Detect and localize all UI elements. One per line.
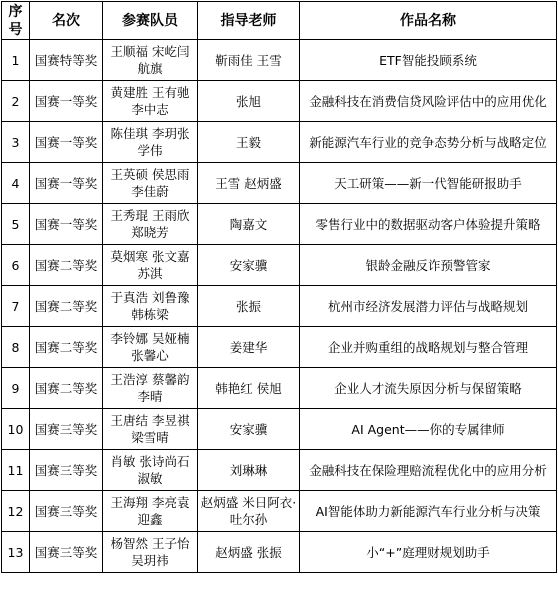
table-header xyxy=(2,2,557,40)
header-title: 作品名称 xyxy=(300,2,557,40)
cell-advisor: 张旭 xyxy=(198,81,300,122)
cell-title: AI Agent——你的专属律师 xyxy=(300,409,557,450)
cell-title: 零售行业中的数据驱动客户体验提升策略 xyxy=(300,204,557,245)
cell-team: 肖敏 张诗尚石淑敏 xyxy=(103,450,198,491)
table-row xyxy=(2,286,557,327)
table-row xyxy=(2,450,557,491)
cell-team: 王海翔 李亮袁迎鑫 xyxy=(103,491,198,532)
cell-award: 国赛二等奖 xyxy=(30,327,103,368)
cell-no: 9 xyxy=(2,368,30,409)
cell-title: 新能源汽车行业的竞争态势分析与战略定位 xyxy=(300,122,557,163)
table-row xyxy=(2,245,557,286)
cell-award: 国赛二等奖 xyxy=(30,245,103,286)
cell-advisor: 刘琳琳 xyxy=(198,450,300,491)
cell-title: 金融科技在消费信贷风险评估中的应用优化 xyxy=(300,81,557,122)
cell-title: 杭州市经济发展潜力评估与战略规划 xyxy=(300,286,557,327)
header-advisor: 指导老师 xyxy=(198,2,300,40)
cell-team: 莫烟寒 张文嘉 苏淇 xyxy=(103,245,198,286)
cell-no: 7 xyxy=(2,286,30,327)
cell-no: 4 xyxy=(2,163,30,204)
awards-table xyxy=(1,1,557,573)
cell-advisor: 安家骥 xyxy=(198,245,300,286)
cell-award: 国赛三等奖 xyxy=(30,409,103,450)
cell-advisor: 赵炳盛 米日阿衣·吐尔孙 xyxy=(198,491,300,532)
cell-title: 企业人才流失原因分析与保留策略 xyxy=(300,368,557,409)
cell-award: 国赛二等奖 xyxy=(30,368,103,409)
table-row xyxy=(2,327,557,368)
cell-no: 8 xyxy=(2,327,30,368)
header-award: 名次 xyxy=(30,2,103,40)
cell-award: 国赛一等奖 xyxy=(30,122,103,163)
cell-title: 企业并购重组的战略规划与整合管理 xyxy=(300,327,557,368)
cell-title: AI智能体助力新能源汽车行业分析与决策 xyxy=(300,491,557,532)
cell-advisor: 陶嘉文 xyxy=(198,204,300,245)
table-row xyxy=(2,368,557,409)
cell-advisor: 王毅 xyxy=(198,122,300,163)
cell-award: 国赛特等奖 xyxy=(30,40,103,81)
cell-no: 2 xyxy=(2,81,30,122)
cell-award: 国赛一等奖 xyxy=(30,163,103,204)
cell-team: 于真浩 刘鲁豫 韩栋梁 xyxy=(103,286,198,327)
cell-team: 王浩淳 蔡馨韵 李晴 xyxy=(103,368,198,409)
cell-advisor: 张振 xyxy=(198,286,300,327)
table-row xyxy=(2,40,557,81)
table-row xyxy=(2,122,557,163)
header-row xyxy=(2,2,557,40)
cell-award: 国赛二等奖 xyxy=(30,286,103,327)
header-no: 序号 xyxy=(2,2,30,40)
cell-no: 5 xyxy=(2,204,30,245)
cell-team: 陈佳琪 李玥张学伟 xyxy=(103,122,198,163)
table-row xyxy=(2,81,557,122)
cell-team: 黄建胜 王有驰 李中志 xyxy=(103,81,198,122)
cell-title: 小“+”庭理财规划助手 xyxy=(300,532,557,573)
cell-advisor: 韩艳红 侯旭 xyxy=(198,368,300,409)
cell-no: 13 xyxy=(2,532,30,573)
table-row xyxy=(2,204,557,245)
cell-team: 杨智然 王子怡 吴玥祎 xyxy=(103,532,198,573)
cell-no: 6 xyxy=(2,245,30,286)
cell-advisor: 赵炳盛 张振 xyxy=(198,532,300,573)
cell-no: 1 xyxy=(2,40,30,81)
cell-award: 国赛一等奖 xyxy=(30,81,103,122)
cell-team: 王秀琨 王雨欣 郑晓芳 xyxy=(103,204,198,245)
cell-team: 李铃娜 吴娅楠 张馨心 xyxy=(103,327,198,368)
cell-title: ETF智能投顾系统 xyxy=(300,40,557,81)
cell-advisor: 姜建华 xyxy=(198,327,300,368)
table-body xyxy=(2,40,557,573)
table-row xyxy=(2,163,557,204)
cell-award: 国赛三等奖 xyxy=(30,450,103,491)
cell-award: 国赛三等奖 xyxy=(30,491,103,532)
cell-advisor: 王雪 赵炳盛 xyxy=(198,163,300,204)
cell-advisor: 靳雨佳 王雪 xyxy=(198,40,300,81)
cell-no: 11 xyxy=(2,450,30,491)
cell-no: 10 xyxy=(2,409,30,450)
cell-team: 王英硕 侯思雨 李佳蔚 xyxy=(103,163,198,204)
cell-team: 王唐结 李昱祺 梁雪晴 xyxy=(103,409,198,450)
header-team: 参赛队员 xyxy=(103,2,198,40)
cell-title: 金融科技在保险理赔流程优化中的应用分析 xyxy=(300,450,557,491)
table-row xyxy=(2,491,557,532)
table-row xyxy=(2,532,557,573)
cell-award: 国赛一等奖 xyxy=(30,204,103,245)
cell-no: 12 xyxy=(2,491,30,532)
cell-title: 银龄金融反诈预警管家 xyxy=(300,245,557,286)
table-row xyxy=(2,409,557,450)
cell-no: 3 xyxy=(2,122,30,163)
cell-team: 王顺福 宋屹闫航旗 xyxy=(103,40,198,81)
cell-title: 天工研策——新一代智能研报助手 xyxy=(300,163,557,204)
cell-award: 国赛三等奖 xyxy=(30,532,103,573)
cell-advisor: 安家骥 xyxy=(198,409,300,450)
